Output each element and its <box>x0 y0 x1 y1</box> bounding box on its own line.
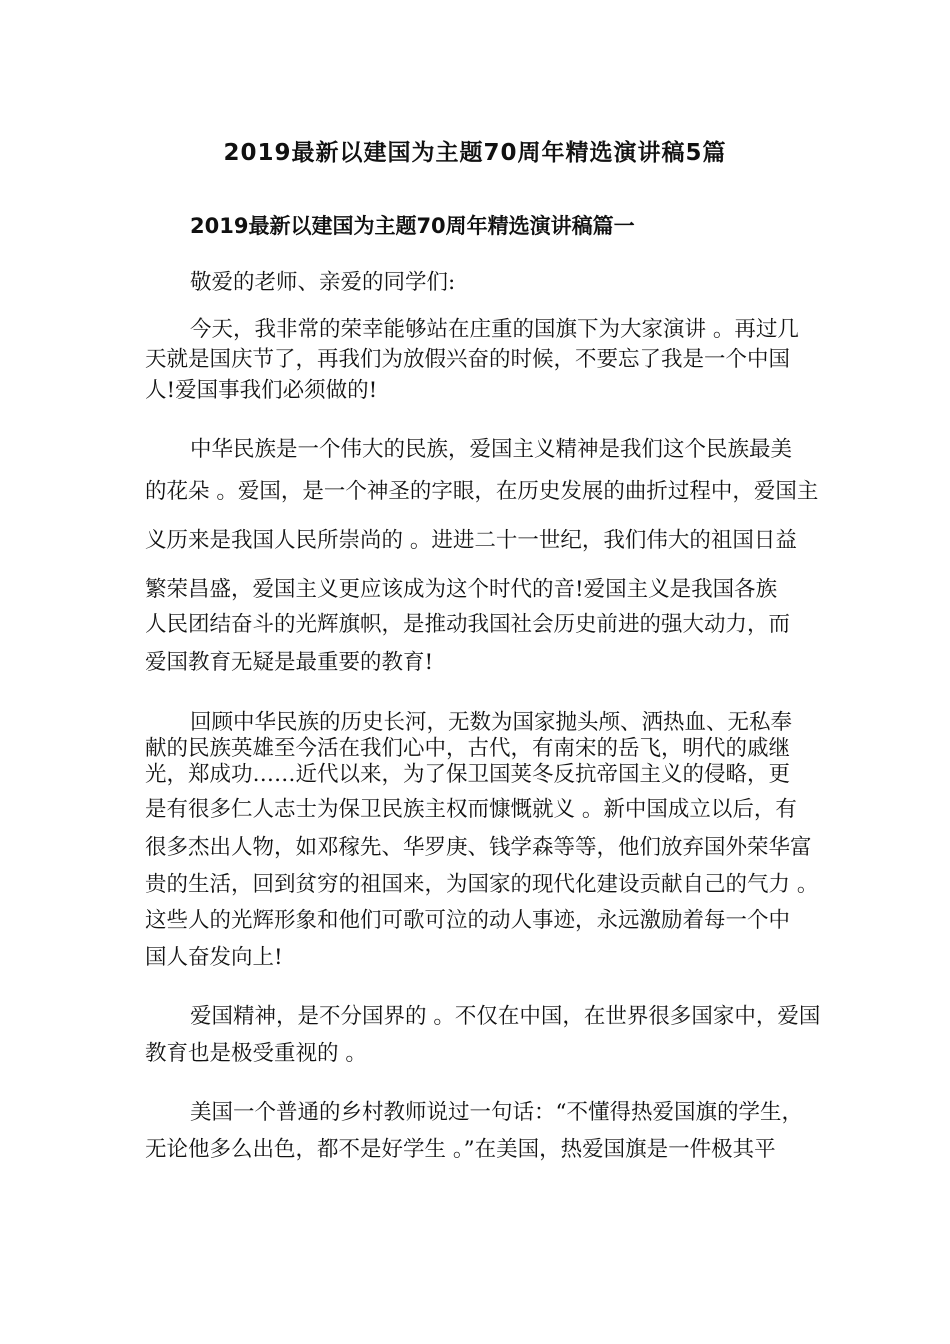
paragraph-3-line-1: 回顾中华民族的历史长河，无数为国家抛头颅、洒热血、无私奉 <box>190 710 793 735</box>
paragraph-3-line-6: 贵的生活，回到贫穷的祖国来，为国家的现代化建设贡献自己的气力 。 <box>145 872 819 897</box>
section-title: 2019最新以建国为主题70周年精选演讲稿篇一 <box>190 214 635 238</box>
document-title: 2019最新以建国为主题70周年精选演讲稿5篇 <box>223 140 727 166</box>
paragraph-1-line-2: 天就是国庆节了，再我们为放假兴奋的时候，不要忘了我是一个中国 <box>145 347 791 372</box>
paragraph-3-line-7: 这些人的光辉形象和他们可歌可泣的动人事迹，永远激励着每一个中 <box>145 908 791 933</box>
paragraph-3-line-4: 是有很多仁人志士为保卫民族主权而慷慨就义 。新中国成立以后，有 <box>145 797 797 822</box>
paragraph-2-line-6: 爱国教育无疑是最重要的教育! <box>145 650 434 675</box>
paragraph-3-line-2: 献的民族英雄至今活在我们心中，古代，有南宋的岳飞，明代的戚继 <box>145 736 791 761</box>
paragraph-2-line-4: 繁荣昌盛，爱国主义更应该成为这个时代的音!爱国主义是我国各族 <box>145 577 778 602</box>
paragraph-3-line-8: 国人奋发向上! <box>145 945 283 970</box>
paragraph-4-line-1: 爱国精神，是不分国界的 。不仅在中国，在世界很多国家中，爱国 <box>190 1004 821 1029</box>
paragraph-1-line-3: 人!爱国事我们必须做的! <box>145 378 378 403</box>
salutation-line: 敬爱的老师、亲爱的同学们: <box>190 270 456 295</box>
paragraph-3-line-5: 很多杰出人物，如邓稼先、华罗庚、钱学森等等，他们放弃国外荣华富 <box>145 835 812 860</box>
paragraph-4-line-2: 教育也是极受重视的 。 <box>145 1041 367 1066</box>
paragraph-2-line-2: 的花朵 。爱国，是一个神圣的字眼，在历史发展的曲折过程中，爱国主 <box>145 479 819 504</box>
paragraph-2-line-3: 义历来是我国人民所崇尚的 。进进二十一世纪，我们伟大的祖国日益 <box>145 528 797 553</box>
paragraph-5-line-1: 美国一个普通的乡村教师说过一句话：“不懂得热爱国旗的学生， <box>190 1100 803 1125</box>
paragraph-3-line-3: 光，郑成功……近代以来，为了保卫国荚冬反抗帝国主义的侵略，更 <box>145 762 791 787</box>
paragraph-5-line-2: 无论他多么出色，都不是好学生 。”在美国，热爱国旗是一件极其平 <box>145 1137 776 1162</box>
paragraph-2-line-5: 人民团结奋斗的光辉旗帜，是推动我国社会历史前进的强大动力，而 <box>145 612 791 637</box>
paragraph-1-line-1: 今天，我非常的荣幸能够站在庄重的国旗下为大家演讲 。再过几 <box>190 317 799 342</box>
paragraph-2-line-1: 中华民族是一个伟大的民族，爱国主义精神是我们这个民族最美 <box>190 437 793 462</box>
